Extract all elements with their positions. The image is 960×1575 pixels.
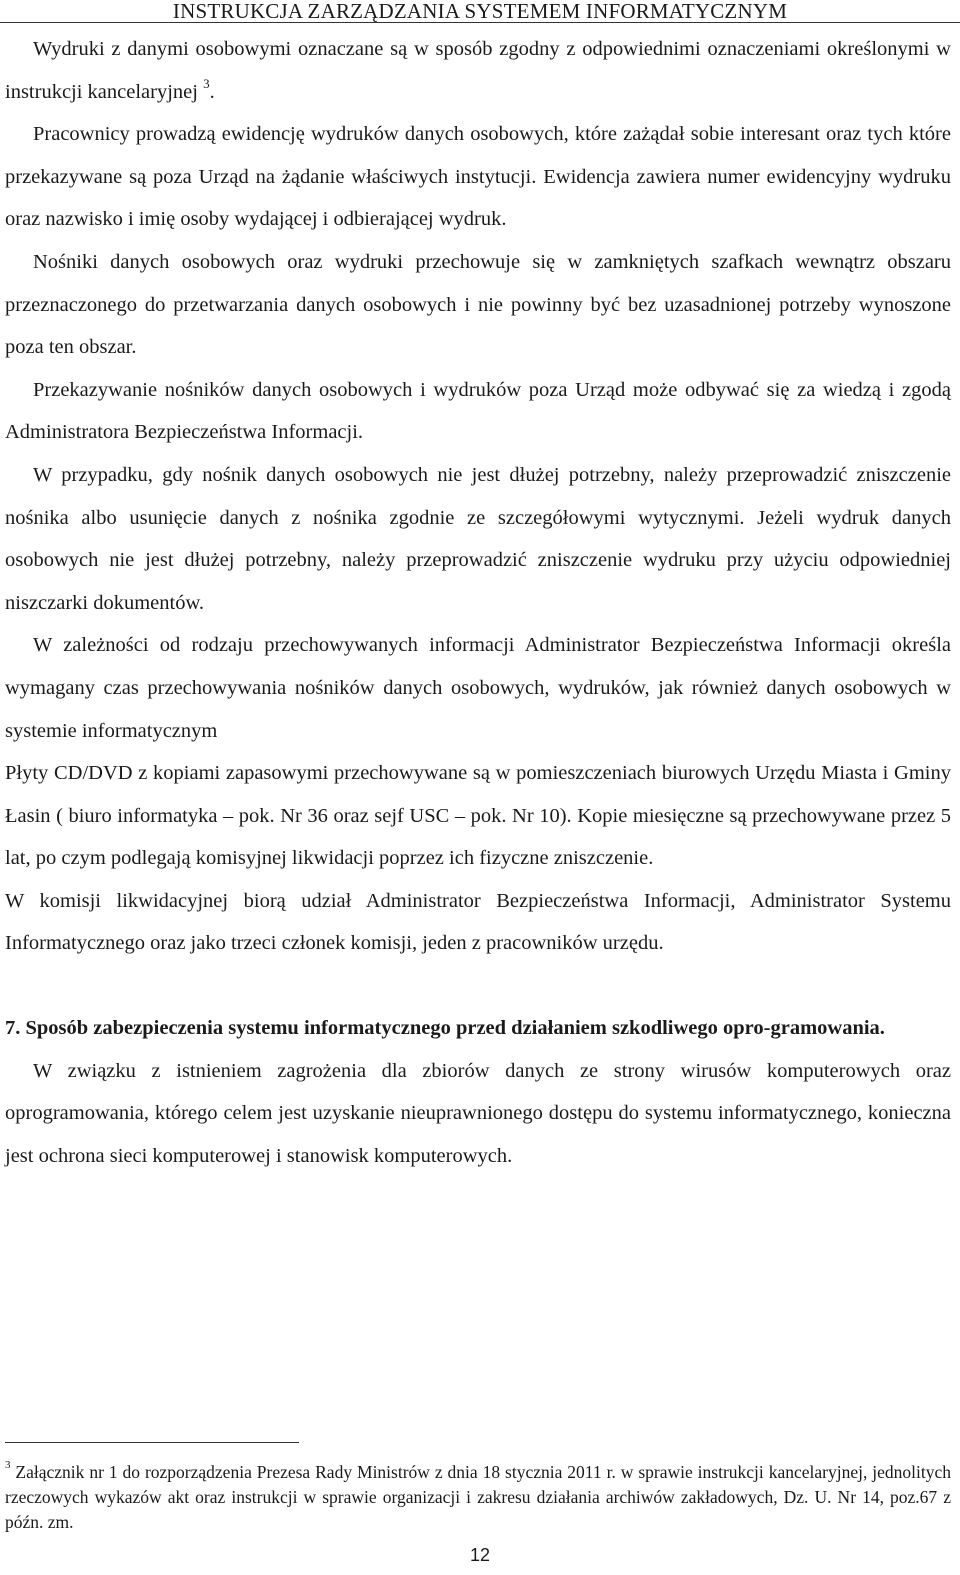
footnote bbox=[5, 1460, 951, 1535]
paragraph-printout-register: Pracownicy prowadzą ewidencję wydruków danych osobowych, które zażądał sobie interesant oraz tych które przekazywane są poza Urząd na żądanie właściwych instytucji. Ewidencja zawiera numer ewidencyjny wydruku oraz nazwisko i imię osoby wydającej i odbierającej wydruk. bbox=[5, 123, 951, 231]
paragraph-backup-discs: Płyty CD/DVD z kopiami zapasowymi przechowywane są w pomieszczeniach biurowych Urzędu Miasta i Gminy Łasin ( biuro informatyka – pok. Nr 36 oraz sejf USC – pok. Nr 10). Kopie miesięczne są przechowywane przez 5 lat, po czym podlegają komisyjnej likwidacji poprzez ich fizyczne zniszczenie. bbox=[5, 762, 951, 870]
section-heading: 7. Sposób zabezpieczenia systemu informatycznego przed działaniem szkodliwego opro-gramowania. bbox=[5, 1017, 885, 1040]
paragraph-liquidation-committee: W komisji likwidacyjnej biorą udział Administrator Bezpieczeństwa Informacji, Administrator Systemu Informatycznego oraz jako trzeci członek komisji, jeden z pracowników urzędu. bbox=[5, 889, 951, 955]
paragraph-media-storage: Nośniki danych osobowych oraz wydruki przechowuje się w zamkniętych szafkach wewnątrz obszaru przeznaczonego do przetwarzania danych osobowych i nie powinny być bez uzasadnionej potrzeby wynoszone poza ten obszar. bbox=[5, 250, 951, 359]
page-number: 12 bbox=[469, 1545, 491, 1565]
paragraph-malware-threat: W związku z istnieniem zagrożenia dla zbiorów danych ze strony wirusów komputerowych oraz oprogramowania, którego celem jest uzyskanie nieuprawnionego dostępu do systemu informatycznego, konieczna jest ochrona sieci komputerowej i stanowisk komputerowych. bbox=[5, 1059, 951, 1167]
paragraph-text: Wydruki z danymi osobowymi oznaczane są w sposób zgodny z odpowiednimi oznaczeniami określonymi w instrukcji kancelaryjnej bbox=[5, 38, 951, 103]
paragraph-retention-time: W zależności od rodzaju przechowywanych informacji Administrator Bezpieczeństwa Informacji określa wymagany czas przechowywania nośników danych osobowych, wydruków, jak również danych osobowych w systemie informatycznym bbox=[5, 634, 951, 742]
spacer bbox=[5, 965, 951, 1007]
footnote-reference[interactable]: 3 bbox=[203, 75, 210, 91]
header-title: INSTRUKCJA ZARZĄDZANIA SYSTEMEM INFORMATYCZNYM bbox=[172, 0, 788, 23]
footnote-text: Załącznik nr 1 do rozporządzenia Prezesa Rady Ministrów z dnia 18 stycznia 2011 r. w sprawie instrukcji kancelaryjnej, jednolitych rzeczowych wykazów akt oraz instrukcji w sprawie organizacji i zakresu działania archiwów zakładowych, Dz. U. Nr 14, poz.67 z późn. zm. bbox=[5, 1462, 951, 1532]
paragraph-media-transfer: Przekazywanie nośników danych osobowych i wydruków poza Urząd może odbywać się za wiedzą i zgodą Administratora Bezpieczeństwa Informacji. bbox=[5, 378, 951, 444]
footnote-number: 3 bbox=[5, 1459, 11, 1472]
paragraph-printouts-marking bbox=[5, 28, 951, 113]
running-header bbox=[0, 0, 960, 23]
footnote-separator bbox=[5, 1442, 299, 1443]
paragraph-media-destruction: W przypadku, gdy nośnik danych osobowych nie jest dłużej potrzebny, należy przeprowadzić zniszczenie nośnika albo usunięcie danych z nośnika zgodnie ze szczegółowymi wytycznymi. Jeżeli wydruk danych osobowych nie jest dłużej potrzebny, należy przeprowadzić zniszczenie wydruku przy użyciu odpowiedniej niszczarki dokumentów. bbox=[5, 463, 951, 614]
paragraph-end: . bbox=[209, 80, 215, 103]
document-body bbox=[5, 28, 951, 1177]
